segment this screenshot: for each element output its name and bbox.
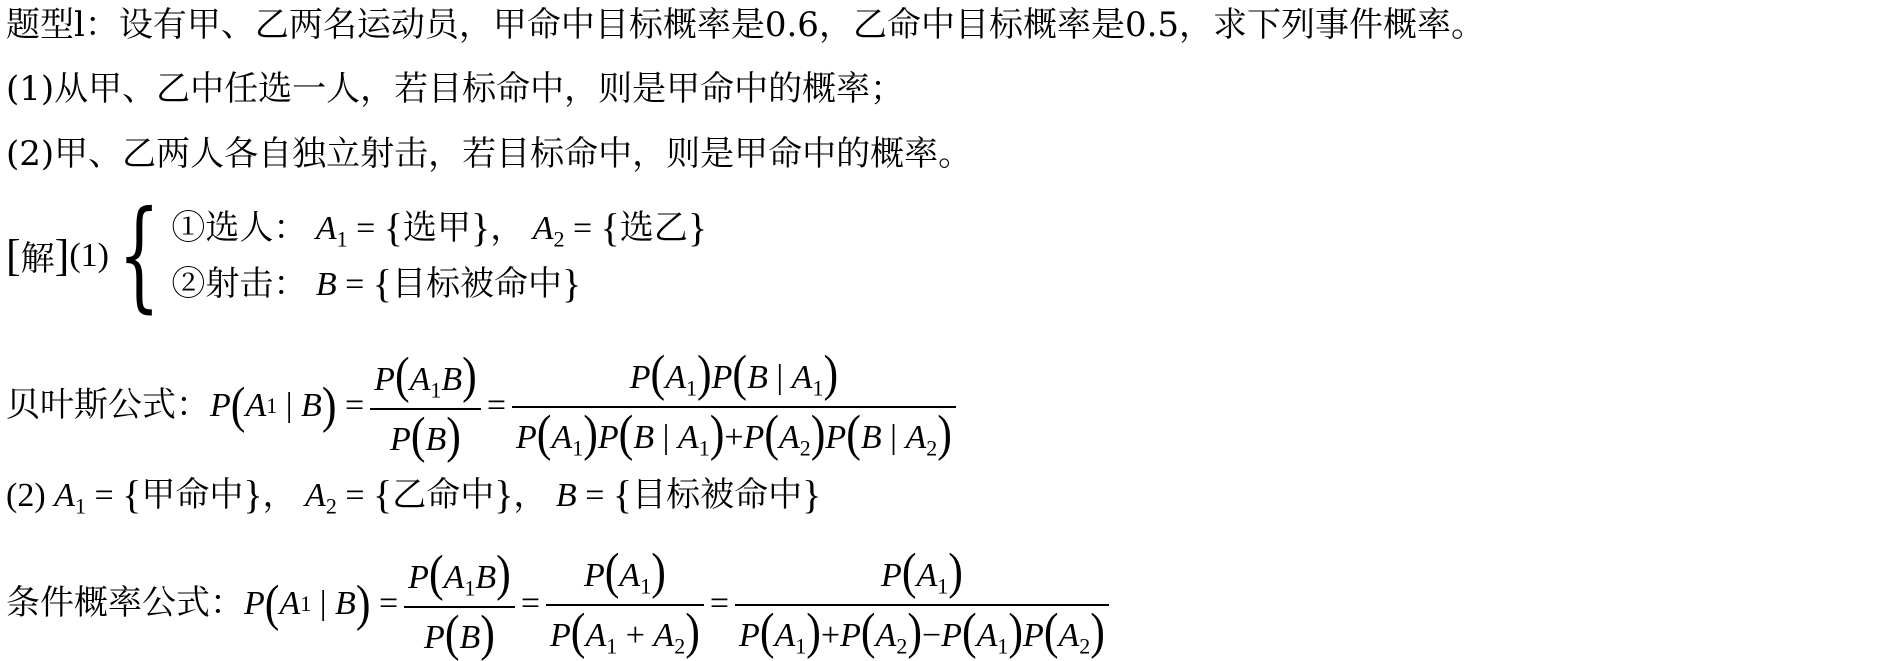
- conditional-row: 条件概率公式： P ( A 1 | B ) = $\frac{P(A_1B)}{P(B)}$ = $\frac{P(A_1)}{P(A_1 + A_2)}$ = $\frac{P(A_1)}{P(A_1)+P(A_2)-P(A_1)P(A_2)}$: [6, 550, 1115, 657]
- solution-label: 解: [20, 241, 55, 278]
- case-1: ①选人： $A_1$ = {选甲}， $A_2$ = {选乙}: [171, 204, 708, 252]
- part-2-B: 目标被命中: [632, 477, 803, 514]
- part-2-definitions: (2) $A_1$ = {甲命中}， $A_2$ = {乙命中}， B = {目标被命中}: [6, 472, 822, 519]
- case-2-label: ②射击：: [171, 266, 308, 304]
- bayes-fraction-2: $\frac{P(A_1)P(B | A_1)}{P(A_1)P(B | A_1)+P(A_2)P(B | A_2)}$: [512, 352, 956, 459]
- part-1-prefix: (1): [69, 237, 109, 274]
- conditional-formula: [6, 543, 1115, 661]
- cond-fraction-3: $\frac{P(A_1)}{P(A_1)+P(A_2)-P(A_1)P(A_2)}$: [735, 550, 1109, 657]
- bayes-row: 贝叶斯公式： P ( A 1 | B ) = $\frac{P(A_1B)}{P(B)}$ = $\frac{P(A_1)P(B | A_1)}{P(A_1)P(B | A_1)+P(A_2)P(B | A_2)}$: [6, 352, 962, 459]
- solution-label-box: [解]: [6, 231, 70, 280]
- cond-fraction-2: $\frac{P(A_1)}{P(A_1 + A_2)}$: [546, 550, 704, 657]
- case-1-label: ①选人：: [171, 209, 308, 247]
- case-1-A2: 选乙: [619, 209, 688, 247]
- bayes-fraction-1: $\frac{P(A_1B)}{P(B)}$: [370, 354, 481, 458]
- cases-block: [171, 204, 708, 307]
- conditional-label: 条件概率公式：: [6, 584, 244, 622]
- problem-title-text: 题型l：设有甲、乙两名运动员，甲命中目标概率是0.6，乙命中目标概率是0.5，求下列事件概率。: [6, 5, 1486, 45]
- solution-part-1-row: [6, 186, 708, 325]
- question-2: [6, 134, 973, 174]
- part-2-A1: 甲命中: [141, 477, 244, 514]
- question-1-text: (1)从甲、乙中任选一人，若目标命中，则是甲命中的概率；: [6, 69, 905, 109]
- problem-title: [6, 5, 1486, 45]
- part-2-prefix: (2): [6, 477, 46, 514]
- case-2: ②射击： B = {目标被命中}: [171, 261, 582, 307]
- question-1: [6, 69, 905, 109]
- question-2-text: (2)甲、乙两人各自独立射击，若目标命中，则是甲命中的概率。: [6, 134, 973, 174]
- solution-part-1: [6, 186, 708, 325]
- case-1-A1: 选甲: [403, 209, 471, 247]
- bayes-label: 贝叶斯公式：: [6, 386, 210, 424]
- cond-fraction-1: $\frac{P(A_1B)}{P(B)}$: [404, 552, 515, 656]
- cases-left-brace: {: [118, 186, 161, 325]
- bayes-formula: [6, 345, 962, 464]
- part-2-A2: 乙命中: [392, 477, 495, 514]
- case-2-B: 目标被命中: [392, 266, 562, 304]
